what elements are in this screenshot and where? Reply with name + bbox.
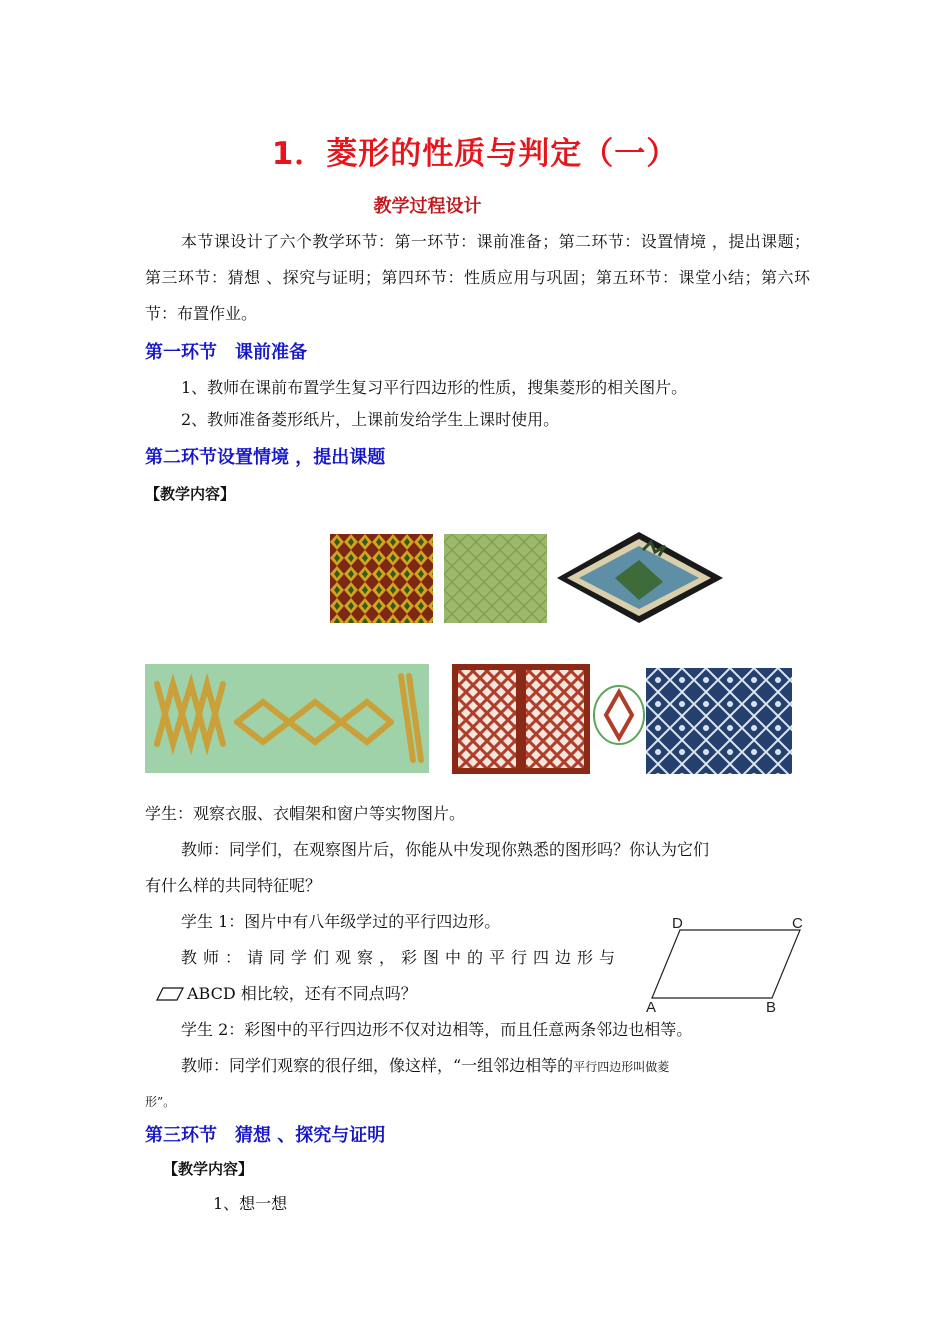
- section2-heading: 第二环节设置情境 ，提出课题: [145, 447, 386, 468]
- section3-item-1: 1、想一想: [213, 1194, 288, 1213]
- parallelogram-symbol-icon: [155, 986, 185, 1002]
- student2-line: 学生 2：彩图中的平行四边形不仅对边相等，而且任意两条邻边也相等。: [181, 1020, 693, 1039]
- section1-heading: 第一环节 课前准备: [145, 342, 307, 363]
- student-observe-line: 学生：观察衣服、衣帽架和窗户等实物图片。: [145, 804, 466, 823]
- teacher-compare-line-2: ABCD 相比较，还有不同点吗？: [187, 984, 417, 1003]
- student1-line: 学生 1：图片中有八年级学过的平行四边形。: [181, 912, 501, 931]
- section1-item-2: 2、教师准备菱形纸片，上课前发给学生上课时使用。: [181, 410, 560, 429]
- teacher-definition-line-1: [181, 1048, 669, 1085]
- teacher-definition-main: 教师：同学们观察的很仔细，像这样，“一组邻边相等的: [181, 1056, 574, 1075]
- section2-content-label: 【教学内容】: [145, 485, 236, 503]
- blue-fabric-image: [646, 668, 792, 774]
- page-subtitle: 教学过程设计: [373, 196, 482, 217]
- vertex-label-b: B: [766, 999, 777, 1014]
- rhombus-inset-image: [592, 684, 646, 746]
- page-title: 1．菱形的性质与判定（一）: [271, 136, 679, 172]
- teacher-definition-small: 平行四边形叫做菱: [573, 1060, 670, 1074]
- lattice-window-image: [452, 664, 590, 774]
- coat-rack-image: [145, 664, 429, 773]
- parallelogram-abcd-diagram: [640, 914, 815, 1014]
- teacher-question-line-2: 有什么样的共同特征呢？: [145, 876, 322, 895]
- section3-content-label: 【教学内容】: [163, 1160, 254, 1178]
- diamond-painting-image: [555, 530, 725, 625]
- teacher-definition-line-2: 形”。: [145, 1095, 176, 1109]
- green-tile-image: [444, 534, 547, 623]
- vertex-label-a: A: [646, 999, 657, 1014]
- vertex-label-d: D: [672, 915, 683, 932]
- vertex-label-c: C: [792, 915, 803, 932]
- teacher-question-line-1: 教师：同学们，在观察图片后，你能从中发现你熟悉的图形吗？你认为它们: [181, 840, 710, 859]
- section3-heading: 第三环节 猜想 、探究与证明: [145, 1125, 386, 1146]
- section1-item-1: 1、教师在课前布置学生复习平行四边形的性质，搜集菱形的相关图片。: [181, 378, 688, 397]
- intro-paragraph: 本节课设计了六个教学环节：第一环节：课前准备；第二环节：设置情境 ，提出课题；第三环节：猜想 、探究与证明；第四环节：性质应用与巩固；第五环节：课堂小结；第六环节：布置作业。: [145, 232, 810, 323]
- teacher-compare-line-1: 教师：请同学们观察，彩图中的平行四边形与: [181, 948, 622, 967]
- fabric-diamond-image: [330, 534, 433, 623]
